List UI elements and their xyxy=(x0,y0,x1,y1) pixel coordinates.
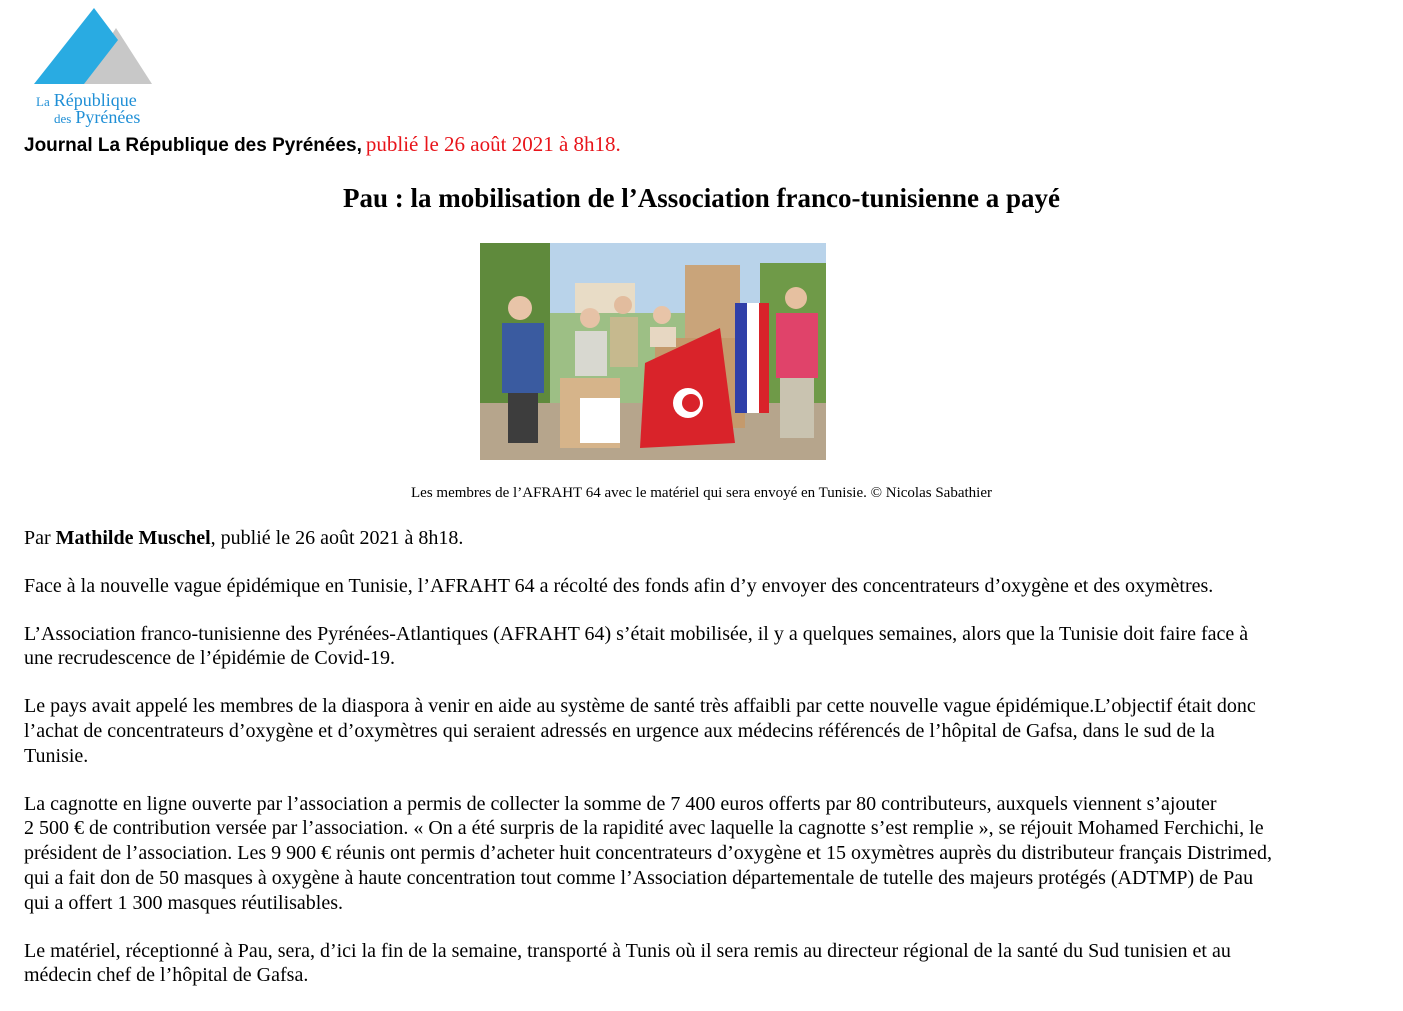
logo-text-des: des xyxy=(54,111,72,126)
byline-date: , publié le 26 août 2021 à 8h18. xyxy=(210,527,464,549)
mountain-logo-icon xyxy=(32,8,158,88)
article-body xyxy=(24,526,1384,1011)
logo-text-la: La xyxy=(36,94,50,109)
article-title: Pau : la mobilisation de l’Association franco-tunisienne a payé xyxy=(342,183,1061,213)
article-byline xyxy=(24,526,1384,551)
source-line xyxy=(24,132,621,157)
logo-text-republique: République xyxy=(53,90,137,110)
article-paragraph: L’Association franco-tunisienne des Pyrénées-Atlantiques (AFRAHT 64) s’était mobilisée, il y a quelques semaines, alors que la Tunisie doit faire face à une recrudescence de l’épidémie de Covid-19. xyxy=(24,622,1249,670)
article-paragraph: Le matériel, réceptionné à Pau, sera, d’ici la fin de la semaine, transporté à Tunis où il sera remis au directeur régional de la santé du Sud tunisien et au médecin chef de l’hôpital de Gafsa. xyxy=(24,939,1231,987)
association-members-photo xyxy=(480,243,826,460)
newspaper-logo[interactable] xyxy=(32,8,158,127)
logo-text-pyrenees: Pyrénées xyxy=(75,107,141,127)
journal-name: Journal La République des Pyrénées, xyxy=(24,135,362,156)
byline-prefix: Par xyxy=(24,527,56,549)
photo-caption: Les membres de l’AFRAHT 64 avec le matériel qui sera envoyé en Tunisie. © Nicolas Sabathier xyxy=(411,485,992,501)
article-paragraph: Le pays avait appelé les membres de la diaspora à venir en aide au système de santé très affaibli par cette nouvelle vague épidémique.L’objectif était donc l’achat de concentrateurs d’oxygène et d’oxymètres qui seraient adressés en urgence aux médecins référencés de l’hôpital de Gafsa, dans le sud de la Tunisie. xyxy=(24,695,1256,767)
publication-date: publié le 26 août 2021 à 8h18. xyxy=(365,132,621,156)
article-paragraph: La cagnotte en ligne ouverte par l’association a permis de collecter la somme de 7 400 euros offerts par 80 contributeurs, auxquels viennent s’ajouter 2 500 € de contribution versée par l’association. « On a été surpris de la rapidité avec laquelle la cagnotte s’est remplie », se réjouit Mohamed Ferchichi, le président de l’association. Les 9 900 € réunis ont permis d’acheter huit concentrateurs d’oxygène et 15 oxymètres auprès du distributeur français Distrimed, qui a fait don de 50 masques à oxygène à haute concentration tout comme l’Association départementale de tutelle des majeurs protégés (ADTMP) de Pau qui a offert 1 300 masques réutilisables. xyxy=(24,792,1272,914)
article-paragraph: Face à la nouvelle vague épidémique en Tunisie, l’AFRAHT 64 a récolté des fonds afin d’y envoyer des concentrateurs d’oxygène et des oxymètres. xyxy=(24,574,1214,597)
photo-illustration xyxy=(480,243,826,460)
author-name[interactable]: Mathilde Muschel xyxy=(55,527,211,549)
